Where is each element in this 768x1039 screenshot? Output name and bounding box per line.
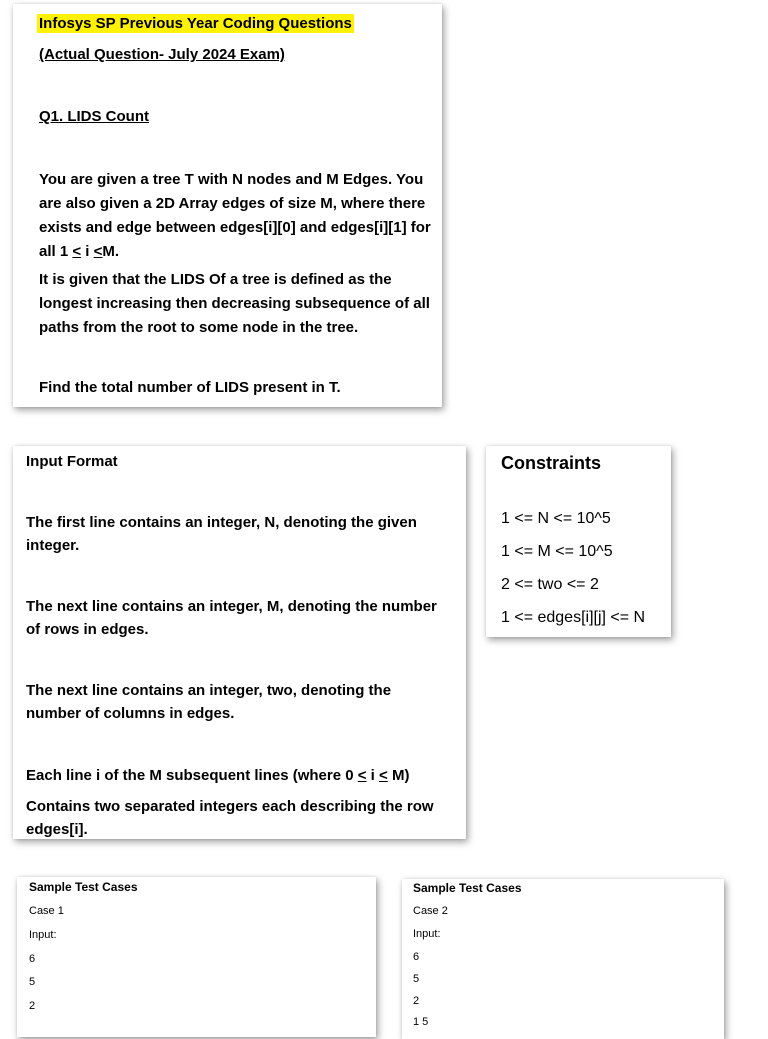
sample-case-card-1 [17,877,376,1037]
sample-input-line: 5 [29,976,36,988]
question-paragraph-3: Find the total number of LIDS present in T. [39,379,341,396]
constraints-title: Constraints [501,453,602,473]
sample-input-line: 1 5 [413,1016,429,1028]
sample-input-label: Input: [29,929,57,941]
para1-le-1: < [72,243,82,260]
line4-le-1: < [357,767,367,784]
line4-text: Each line i of the M subsequent lines (where 0 [26,767,358,784]
sample-case-card-2 [402,879,724,1039]
constraint-item: 1 <= N <= 10^5 [501,510,611,527]
input-format-line-1: The first line contains an integer, N, denoting the given integer. [26,514,417,554]
sample-case-label: Case 1 [29,905,64,917]
sample-input-line: 6 [29,953,36,965]
input-format-line-5: Contains two separated integers each describing the row edges[i]. [26,798,434,838]
line4-mid: i [366,767,380,784]
sample-case-heading: Sample Test Cases [29,880,138,894]
para1-text: You are given a tree T with N nodes and M Edges. You are also given a 2D Array edges of size M, where there exists and edge between edges[i][0] and edges[i][1] for all 1 [39,171,431,260]
line4-end: M) [387,767,410,784]
input-format-heading: Input Format [26,453,118,470]
question-paragraph-1 [39,168,439,264]
sample-input-line: 2 [413,995,420,1007]
line4-le-2: < [379,767,388,784]
sample-input-label: Input: [413,928,441,940]
sample-input-line: 5 [413,973,420,985]
sample-input-line: 6 [413,951,420,963]
question-paragraph-2: It is given that the LIDS Of a tree is defined as the longest increasing then decreasing subsequence of all paths from the root to some node in the tree. [39,271,430,336]
constraint-item: 1 <= M <= 10^5 [501,543,613,560]
constraint-item: 1 <= edges[i][j] <= N [501,609,646,626]
para1-le-2: < [93,243,103,260]
sample-input-line: 2 [29,1000,36,1012]
page-subtitle: (Actual Question- July 2024 Exam) [39,46,285,63]
question-title: Q1. LIDS Count [39,108,149,125]
sample-case-label: Case 2 [413,905,448,917]
para1-mid: i [81,243,94,260]
para1-end: M. [102,243,120,260]
input-format-line-4 [26,764,446,787]
page-title: Infosys SP Previous Year Coding Questions [39,15,352,32]
constraint-item: 2 <= two <= 2 [501,576,599,593]
input-format-line-2: The next line contains an integer, M, denoting the number of rows in edges. [26,598,437,638]
sample-case-heading: Sample Test Cases [413,881,522,895]
input-format-line-3: The next line contains an integer, two, denoting the number of columns in edges. [26,682,392,722]
